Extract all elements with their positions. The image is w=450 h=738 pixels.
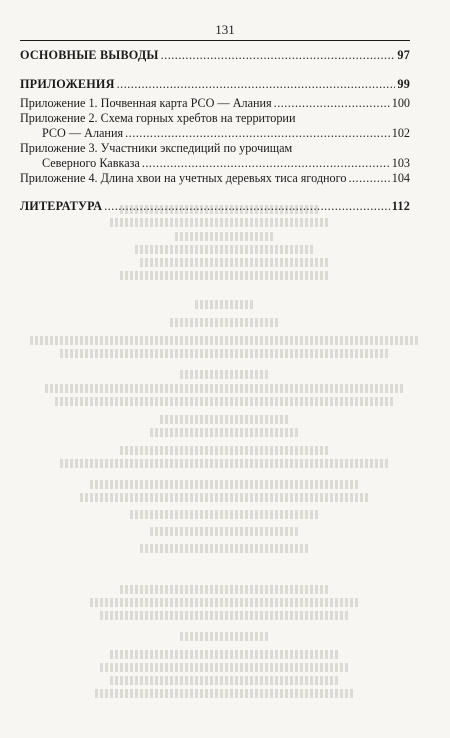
- toc-entry-page: 100: [391, 96, 410, 110]
- dot-leader: [348, 171, 389, 186]
- toc-entry-appendices[interactable]: [20, 77, 410, 92]
- toc-entry-appendix-1[interactable]: [20, 96, 410, 111]
- toc-entry-appendix-3[interactable]: [42, 156, 410, 171]
- toc-entry-label: ЛИТЕРАТУРА: [20, 199, 103, 213]
- toc-entry-literature[interactable]: [20, 199, 410, 214]
- dot-leader: [125, 126, 390, 141]
- page-number: 131: [215, 22, 235, 37]
- toc-entry-label: Приложение 1. Почвенная карта РСО — Алания: [20, 96, 272, 110]
- toc-entry-label: РСО — Алания: [42, 126, 124, 140]
- toc-entry-appendix-4[interactable]: [20, 171, 410, 186]
- toc-entry-appendix-2-title[interactable]: Приложение 2. Схема горных хребтов на территории: [20, 111, 296, 125]
- toc-entry-page: 104: [391, 171, 410, 185]
- toc-entry-page: 112: [391, 199, 410, 213]
- toc-entry-conclusions[interactable]: [20, 48, 410, 63]
- toc-entry-page: 102: [391, 126, 410, 140]
- toc-entry-label: ПРИЛОЖЕНИЯ: [20, 77, 115, 91]
- toc-entry-page: 97: [397, 48, 410, 62]
- dot-leader: [161, 48, 396, 63]
- dot-leader: [117, 77, 396, 92]
- dot-leader: [274, 96, 390, 111]
- top-rule: [20, 40, 410, 41]
- dot-leader: [104, 199, 390, 214]
- toc-entry-appendix-3-title[interactable]: Приложение 3. Участники экспедиций по урочищам: [20, 141, 293, 155]
- toc-entry-label: ОСНОВНЫЕ ВЫВОДЫ: [20, 48, 159, 62]
- toc-entry-page: 99: [397, 77, 410, 91]
- toc-entry-page: 103: [391, 156, 410, 170]
- toc-entry-label: Приложение 4. Длина хвои на учетных деревьях тиса ягодного: [20, 171, 347, 185]
- toc-entry-label: Северного Кавказа: [42, 156, 140, 170]
- toc-entry-appendix-2[interactable]: [42, 126, 410, 141]
- dot-leader: [142, 156, 390, 171]
